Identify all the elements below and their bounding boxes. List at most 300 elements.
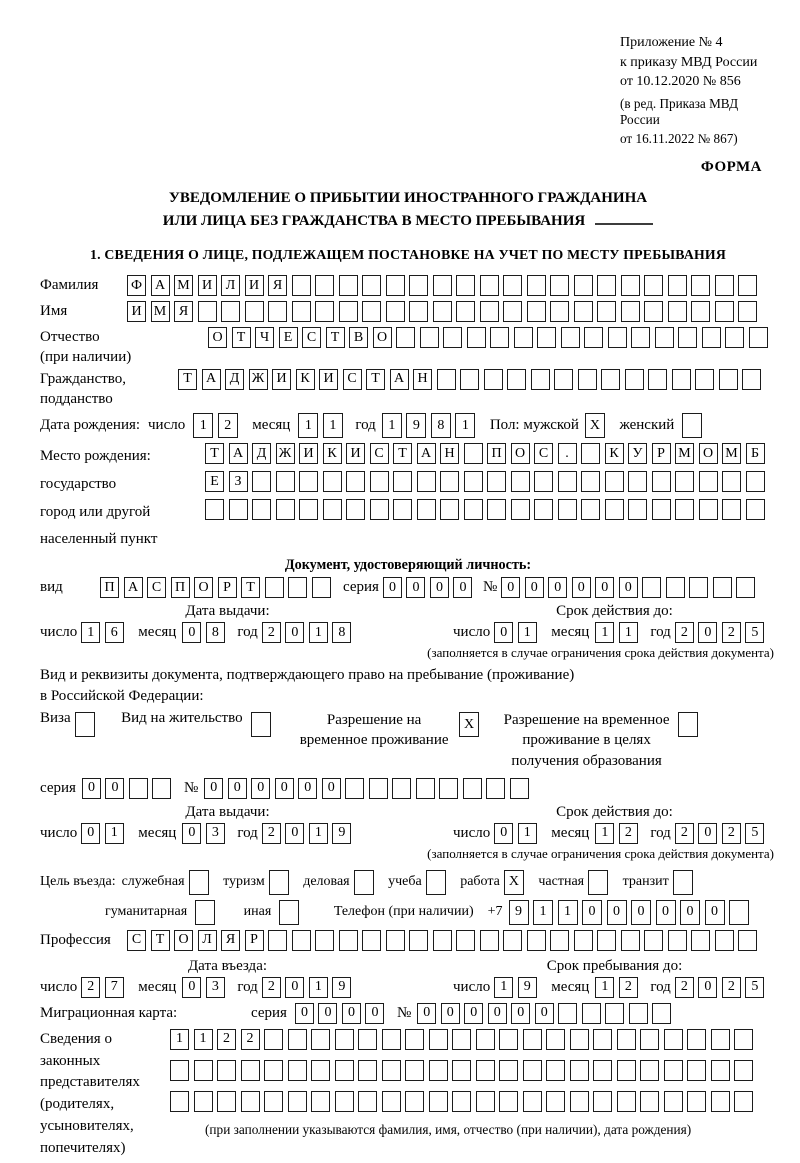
char-box[interactable] xyxy=(593,1029,612,1050)
char-box[interactable]: 8 xyxy=(431,413,451,438)
char-box[interactable] xyxy=(734,1060,753,1081)
char-box[interactable] xyxy=(687,1029,706,1050)
char-box[interactable]: С xyxy=(302,327,321,348)
char-box[interactable]: Д xyxy=(252,443,271,464)
char-box[interactable]: Н xyxy=(413,369,432,390)
char-box[interactable]: Ж xyxy=(276,443,295,464)
char-box[interactable] xyxy=(736,577,755,598)
char-box[interactable] xyxy=(605,1003,624,1024)
char-box[interactable]: 1 xyxy=(619,622,638,643)
char-box[interactable]: 9 xyxy=(518,977,537,998)
char-box[interactable] xyxy=(617,1060,636,1081)
char-box[interactable]: Я xyxy=(221,930,240,951)
char-box[interactable] xyxy=(276,499,295,520)
char-box[interactable] xyxy=(382,1029,401,1050)
char-box[interactable] xyxy=(420,327,439,348)
char-box[interactable]: И xyxy=(346,443,365,464)
char-box[interactable] xyxy=(738,301,757,322)
char-box[interactable] xyxy=(666,577,685,598)
char-box[interactable] xyxy=(558,1003,577,1024)
char-box[interactable] xyxy=(265,577,284,598)
char-box[interactable] xyxy=(335,1060,354,1081)
char-box[interactable]: 0 xyxy=(182,977,201,998)
char-box[interactable]: 0 xyxy=(365,1003,384,1024)
char-box[interactable] xyxy=(605,499,624,520)
char-box[interactable] xyxy=(452,1029,471,1050)
char-box[interactable] xyxy=(734,1029,753,1050)
char-box[interactable] xyxy=(75,712,95,737)
char-box[interactable]: 0 xyxy=(406,577,425,598)
char-box[interactable]: 3 xyxy=(206,823,225,844)
char-box[interactable]: А xyxy=(202,369,221,390)
char-box[interactable]: М xyxy=(675,443,694,464)
char-box[interactable] xyxy=(464,471,483,492)
char-box[interactable] xyxy=(581,443,600,464)
char-box[interactable] xyxy=(288,1029,307,1050)
char-box[interactable] xyxy=(725,327,744,348)
char-box[interactable] xyxy=(439,778,458,799)
char-box[interactable]: Ф xyxy=(127,275,146,296)
char-box[interactable] xyxy=(264,1091,283,1112)
char-box[interactable] xyxy=(279,900,299,925)
char-box[interactable] xyxy=(699,471,718,492)
char-box[interactable] xyxy=(252,471,271,492)
char-box[interactable] xyxy=(288,577,307,598)
char-box[interactable]: Я xyxy=(268,275,287,296)
char-box[interactable]: И xyxy=(127,301,146,322)
char-box[interactable] xyxy=(429,1060,448,1081)
char-box[interactable]: В xyxy=(349,327,368,348)
char-box[interactable]: 5 xyxy=(745,823,764,844)
char-box[interactable] xyxy=(652,471,671,492)
char-box[interactable] xyxy=(514,327,533,348)
char-box[interactable] xyxy=(392,778,411,799)
char-box[interactable]: X xyxy=(459,712,479,737)
char-box[interactable]: О xyxy=(699,443,718,464)
char-box[interactable] xyxy=(251,712,271,737)
char-box[interactable]: 1 xyxy=(595,823,614,844)
char-box[interactable] xyxy=(523,1029,542,1050)
char-box[interactable] xyxy=(264,1029,283,1050)
char-box[interactable] xyxy=(405,1091,424,1112)
char-box[interactable] xyxy=(605,471,624,492)
char-box[interactable] xyxy=(452,1060,471,1081)
char-box[interactable]: 1 xyxy=(518,823,537,844)
char-box[interactable]: 2 xyxy=(241,1029,260,1050)
char-box[interactable]: А xyxy=(390,369,409,390)
char-box[interactable] xyxy=(463,778,482,799)
char-box[interactable]: Т xyxy=(178,369,197,390)
char-box[interactable] xyxy=(311,1091,330,1112)
char-box[interactable] xyxy=(382,1060,401,1081)
char-box[interactable] xyxy=(534,499,553,520)
char-box[interactable]: Я xyxy=(174,301,193,322)
char-box[interactable]: 0 xyxy=(81,823,100,844)
char-box[interactable] xyxy=(689,577,708,598)
char-box[interactable]: 2 xyxy=(217,1029,236,1050)
char-box[interactable]: 2 xyxy=(619,823,638,844)
char-box[interactable] xyxy=(687,1091,706,1112)
char-box[interactable] xyxy=(487,499,506,520)
char-box[interactable] xyxy=(369,778,388,799)
char-box[interactable] xyxy=(429,1091,448,1112)
char-box[interactable]: 0 xyxy=(430,577,449,598)
char-box[interactable] xyxy=(546,1029,565,1050)
char-box[interactable] xyxy=(511,499,530,520)
char-box[interactable]: 0 xyxy=(204,778,223,799)
char-box[interactable] xyxy=(527,930,546,951)
char-box[interactable]: 1 xyxy=(105,823,124,844)
char-box[interactable] xyxy=(570,1091,589,1112)
char-box[interactable] xyxy=(644,275,663,296)
char-box[interactable]: А xyxy=(229,443,248,464)
char-box[interactable]: З xyxy=(229,471,248,492)
char-box[interactable] xyxy=(644,301,663,322)
char-box[interactable] xyxy=(570,1029,589,1050)
char-box[interactable]: 1 xyxy=(595,622,614,643)
char-box[interactable] xyxy=(480,301,499,322)
char-box[interactable]: 0 xyxy=(698,977,717,998)
char-box[interactable]: 1 xyxy=(298,413,318,438)
char-box[interactable] xyxy=(597,301,616,322)
char-box[interactable] xyxy=(345,778,364,799)
char-box[interactable]: К xyxy=(323,443,342,464)
char-box[interactable]: П xyxy=(100,577,119,598)
char-box[interactable]: 1 xyxy=(533,900,553,925)
char-box[interactable] xyxy=(315,275,334,296)
char-box[interactable]: 0 xyxy=(572,577,591,598)
char-box[interactable] xyxy=(574,930,593,951)
char-box[interactable] xyxy=(323,471,342,492)
char-box[interactable]: Л xyxy=(198,930,217,951)
char-box[interactable]: 0 xyxy=(318,1003,337,1024)
char-box[interactable] xyxy=(241,1060,260,1081)
char-box[interactable]: 0 xyxy=(82,778,101,799)
char-box[interactable] xyxy=(129,778,148,799)
char-box[interactable]: Р xyxy=(652,443,671,464)
char-box[interactable] xyxy=(484,369,503,390)
char-box[interactable]: С xyxy=(343,369,362,390)
char-box[interactable] xyxy=(608,327,627,348)
char-box[interactable]: А xyxy=(124,577,143,598)
char-box[interactable] xyxy=(628,471,647,492)
char-box[interactable] xyxy=(550,275,569,296)
char-box[interactable]: 0 xyxy=(342,1003,361,1024)
char-box[interactable] xyxy=(499,1060,518,1081)
char-box[interactable] xyxy=(276,471,295,492)
char-box[interactable]: С xyxy=(370,443,389,464)
char-box[interactable] xyxy=(189,870,209,895)
char-box[interactable] xyxy=(675,499,694,520)
char-box[interactable] xyxy=(335,1091,354,1112)
char-box[interactable]: О xyxy=(511,443,530,464)
char-box[interactable] xyxy=(205,499,224,520)
char-box[interactable] xyxy=(198,301,217,322)
char-box[interactable] xyxy=(664,1091,683,1112)
char-box[interactable] xyxy=(299,471,318,492)
char-box[interactable] xyxy=(241,1091,260,1112)
char-box[interactable] xyxy=(546,1060,565,1081)
char-box[interactable] xyxy=(386,275,405,296)
char-box[interactable] xyxy=(738,930,757,951)
char-box[interactable]: Т xyxy=(326,327,345,348)
char-box[interactable]: Е xyxy=(205,471,224,492)
char-box[interactable] xyxy=(440,471,459,492)
char-box[interactable]: 0 xyxy=(494,823,513,844)
char-box[interactable]: И xyxy=(299,443,318,464)
char-box[interactable] xyxy=(440,499,459,520)
char-box[interactable]: 0 xyxy=(619,577,638,598)
char-box[interactable]: 0 xyxy=(494,622,513,643)
char-box[interactable]: 1 xyxy=(323,413,343,438)
char-box[interactable]: Е xyxy=(279,327,298,348)
char-box[interactable]: 1 xyxy=(81,622,100,643)
char-box[interactable] xyxy=(729,900,749,925)
char-box[interactable] xyxy=(195,900,215,925)
char-box[interactable]: 0 xyxy=(698,622,717,643)
char-box[interactable] xyxy=(362,930,381,951)
char-box[interactable] xyxy=(531,369,550,390)
char-box[interactable] xyxy=(426,870,446,895)
char-box[interactable] xyxy=(640,1029,659,1050)
char-box[interactable] xyxy=(315,930,334,951)
char-box[interactable] xyxy=(335,1029,354,1050)
char-box[interactable]: И xyxy=(319,369,338,390)
char-box[interactable] xyxy=(456,930,475,951)
char-box[interactable] xyxy=(417,499,436,520)
char-box[interactable]: Т xyxy=(205,443,224,464)
char-box[interactable] xyxy=(715,275,734,296)
char-box[interactable]: К xyxy=(296,369,315,390)
char-box[interactable] xyxy=(581,499,600,520)
char-box[interactable] xyxy=(194,1060,213,1081)
char-box[interactable]: 1 xyxy=(494,977,513,998)
char-box[interactable] xyxy=(588,870,608,895)
char-box[interactable]: 0 xyxy=(417,1003,436,1024)
char-box[interactable] xyxy=(292,930,311,951)
char-box[interactable] xyxy=(433,275,452,296)
char-box[interactable]: 1 xyxy=(309,977,328,998)
char-box[interactable] xyxy=(476,1091,495,1112)
char-box[interactable]: 1 xyxy=(309,622,328,643)
char-box[interactable] xyxy=(464,499,483,520)
char-box[interactable] xyxy=(691,301,710,322)
char-box[interactable] xyxy=(550,301,569,322)
char-box[interactable]: 1 xyxy=(170,1029,189,1050)
char-box[interactable]: Л xyxy=(221,275,240,296)
char-box[interactable]: 6 xyxy=(105,622,124,643)
char-box[interactable] xyxy=(581,471,600,492)
char-box[interactable] xyxy=(252,499,271,520)
char-box[interactable] xyxy=(574,301,593,322)
char-box[interactable] xyxy=(354,870,374,895)
char-box[interactable]: 0 xyxy=(464,1003,483,1024)
char-box[interactable] xyxy=(664,1060,683,1081)
char-box[interactable] xyxy=(617,1029,636,1050)
char-box[interactable] xyxy=(558,471,577,492)
char-box[interactable]: 7 xyxy=(105,977,124,998)
char-box[interactable]: 2 xyxy=(675,622,694,643)
char-box[interactable]: 1 xyxy=(455,413,475,438)
char-box[interactable] xyxy=(288,1091,307,1112)
char-box[interactable] xyxy=(621,275,640,296)
char-box[interactable]: С xyxy=(147,577,166,598)
char-box[interactable] xyxy=(339,301,358,322)
char-box[interactable]: 0 xyxy=(275,778,294,799)
char-box[interactable]: Д xyxy=(225,369,244,390)
char-box[interactable] xyxy=(668,301,687,322)
char-box[interactable] xyxy=(346,499,365,520)
char-box[interactable] xyxy=(292,301,311,322)
char-box[interactable]: Т xyxy=(366,369,385,390)
char-box[interactable]: 0 xyxy=(182,823,201,844)
char-box[interactable]: 0 xyxy=(525,577,544,598)
char-box[interactable] xyxy=(722,471,741,492)
char-box[interactable] xyxy=(269,870,289,895)
char-box[interactable]: 1 xyxy=(193,413,213,438)
char-box[interactable] xyxy=(734,1091,753,1112)
char-box[interactable]: 0 xyxy=(488,1003,507,1024)
char-box[interactable]: 8 xyxy=(206,622,225,643)
char-box[interactable] xyxy=(749,327,768,348)
char-box[interactable] xyxy=(715,930,734,951)
char-box[interactable] xyxy=(687,1060,706,1081)
char-box[interactable]: 9 xyxy=(509,900,529,925)
char-box[interactable] xyxy=(480,930,499,951)
char-box[interactable] xyxy=(386,301,405,322)
char-box[interactable] xyxy=(312,577,331,598)
char-box[interactable] xyxy=(507,369,526,390)
char-box[interactable] xyxy=(523,1091,542,1112)
char-box[interactable]: 0 xyxy=(251,778,270,799)
char-box[interactable] xyxy=(672,369,691,390)
char-box[interactable] xyxy=(691,275,710,296)
char-box[interactable]: М xyxy=(722,443,741,464)
char-box[interactable] xyxy=(264,1060,283,1081)
char-box[interactable] xyxy=(393,471,412,492)
char-box[interactable] xyxy=(229,499,248,520)
char-box[interactable] xyxy=(170,1060,189,1081)
char-box[interactable]: 0 xyxy=(285,622,304,643)
char-box[interactable]: 0 xyxy=(383,577,402,598)
char-box[interactable]: 1 xyxy=(595,977,614,998)
char-box[interactable]: Н xyxy=(440,443,459,464)
char-box[interactable]: 0 xyxy=(535,1003,554,1024)
char-box[interactable] xyxy=(396,327,415,348)
char-box[interactable]: 0 xyxy=(453,577,472,598)
char-box[interactable]: 5 xyxy=(745,977,764,998)
char-box[interactable] xyxy=(245,301,264,322)
char-box[interactable] xyxy=(628,499,647,520)
char-box[interactable]: 1 xyxy=(382,413,402,438)
char-box[interactable] xyxy=(738,275,757,296)
char-box[interactable] xyxy=(678,712,698,737)
char-box[interactable] xyxy=(746,471,765,492)
char-box[interactable] xyxy=(437,369,456,390)
char-box[interactable]: 0 xyxy=(182,622,201,643)
char-box[interactable] xyxy=(631,327,650,348)
char-box[interactable] xyxy=(711,1060,730,1081)
char-box[interactable]: Р xyxy=(245,930,264,951)
char-box[interactable] xyxy=(268,301,287,322)
char-box[interactable] xyxy=(625,369,644,390)
char-box[interactable] xyxy=(358,1091,377,1112)
char-box[interactable]: Б xyxy=(746,443,765,464)
char-box[interactable] xyxy=(510,778,529,799)
char-box[interactable] xyxy=(292,275,311,296)
char-box[interactable] xyxy=(499,1029,518,1050)
char-box[interactable]: 0 xyxy=(285,823,304,844)
char-box[interactable]: Т xyxy=(393,443,412,464)
char-box[interactable]: 2 xyxy=(262,977,281,998)
char-box[interactable]: 0 xyxy=(322,778,341,799)
char-box[interactable] xyxy=(405,1060,424,1081)
char-box[interactable] xyxy=(405,1029,424,1050)
char-box[interactable] xyxy=(152,778,171,799)
char-box[interactable] xyxy=(719,369,738,390)
char-box[interactable]: 2 xyxy=(218,413,238,438)
char-box[interactable] xyxy=(702,327,721,348)
char-box[interactable]: М xyxy=(174,275,193,296)
char-box[interactable] xyxy=(433,930,452,951)
char-box[interactable] xyxy=(655,327,674,348)
char-box[interactable] xyxy=(311,1060,330,1081)
char-box[interactable] xyxy=(511,471,530,492)
char-box[interactable]: П xyxy=(487,443,506,464)
char-box[interactable] xyxy=(537,327,556,348)
char-box[interactable] xyxy=(711,1091,730,1112)
char-box[interactable] xyxy=(617,1091,636,1112)
char-box[interactable] xyxy=(534,471,553,492)
char-box[interactable] xyxy=(715,301,734,322)
char-box[interactable] xyxy=(476,1060,495,1081)
char-box[interactable]: 0 xyxy=(511,1003,530,1024)
char-box[interactable] xyxy=(584,327,603,348)
char-box[interactable] xyxy=(561,327,580,348)
char-box[interactable] xyxy=(640,1060,659,1081)
char-box[interactable] xyxy=(315,301,334,322)
char-box[interactable] xyxy=(503,930,522,951)
char-box[interactable] xyxy=(460,369,479,390)
char-box[interactable] xyxy=(362,275,381,296)
char-box[interactable]: К xyxy=(605,443,624,464)
char-box[interactable]: 2 xyxy=(619,977,638,998)
char-box[interactable]: О xyxy=(194,577,213,598)
char-box[interactable]: 0 xyxy=(228,778,247,799)
char-box[interactable] xyxy=(652,1003,671,1024)
char-box[interactable]: X xyxy=(585,413,605,438)
char-box[interactable] xyxy=(456,275,475,296)
char-box[interactable] xyxy=(429,1029,448,1050)
char-box[interactable]: 8 xyxy=(332,622,351,643)
char-box[interactable] xyxy=(554,369,573,390)
char-box[interactable] xyxy=(675,471,694,492)
char-box[interactable]: 2 xyxy=(81,977,100,998)
char-box[interactable] xyxy=(691,930,710,951)
char-box[interactable]: Т xyxy=(151,930,170,951)
char-box[interactable]: 9 xyxy=(332,977,351,998)
char-box[interactable] xyxy=(433,301,452,322)
char-box[interactable] xyxy=(578,369,597,390)
char-box[interactable]: 1 xyxy=(194,1029,213,1050)
char-box[interactable]: М xyxy=(151,301,170,322)
char-box[interactable] xyxy=(593,1091,612,1112)
char-box[interactable]: 9 xyxy=(406,413,426,438)
char-box[interactable]: 0 xyxy=(705,900,725,925)
char-box[interactable]: П xyxy=(171,577,190,598)
char-box[interactable] xyxy=(621,301,640,322)
char-box[interactable]: 0 xyxy=(680,900,700,925)
